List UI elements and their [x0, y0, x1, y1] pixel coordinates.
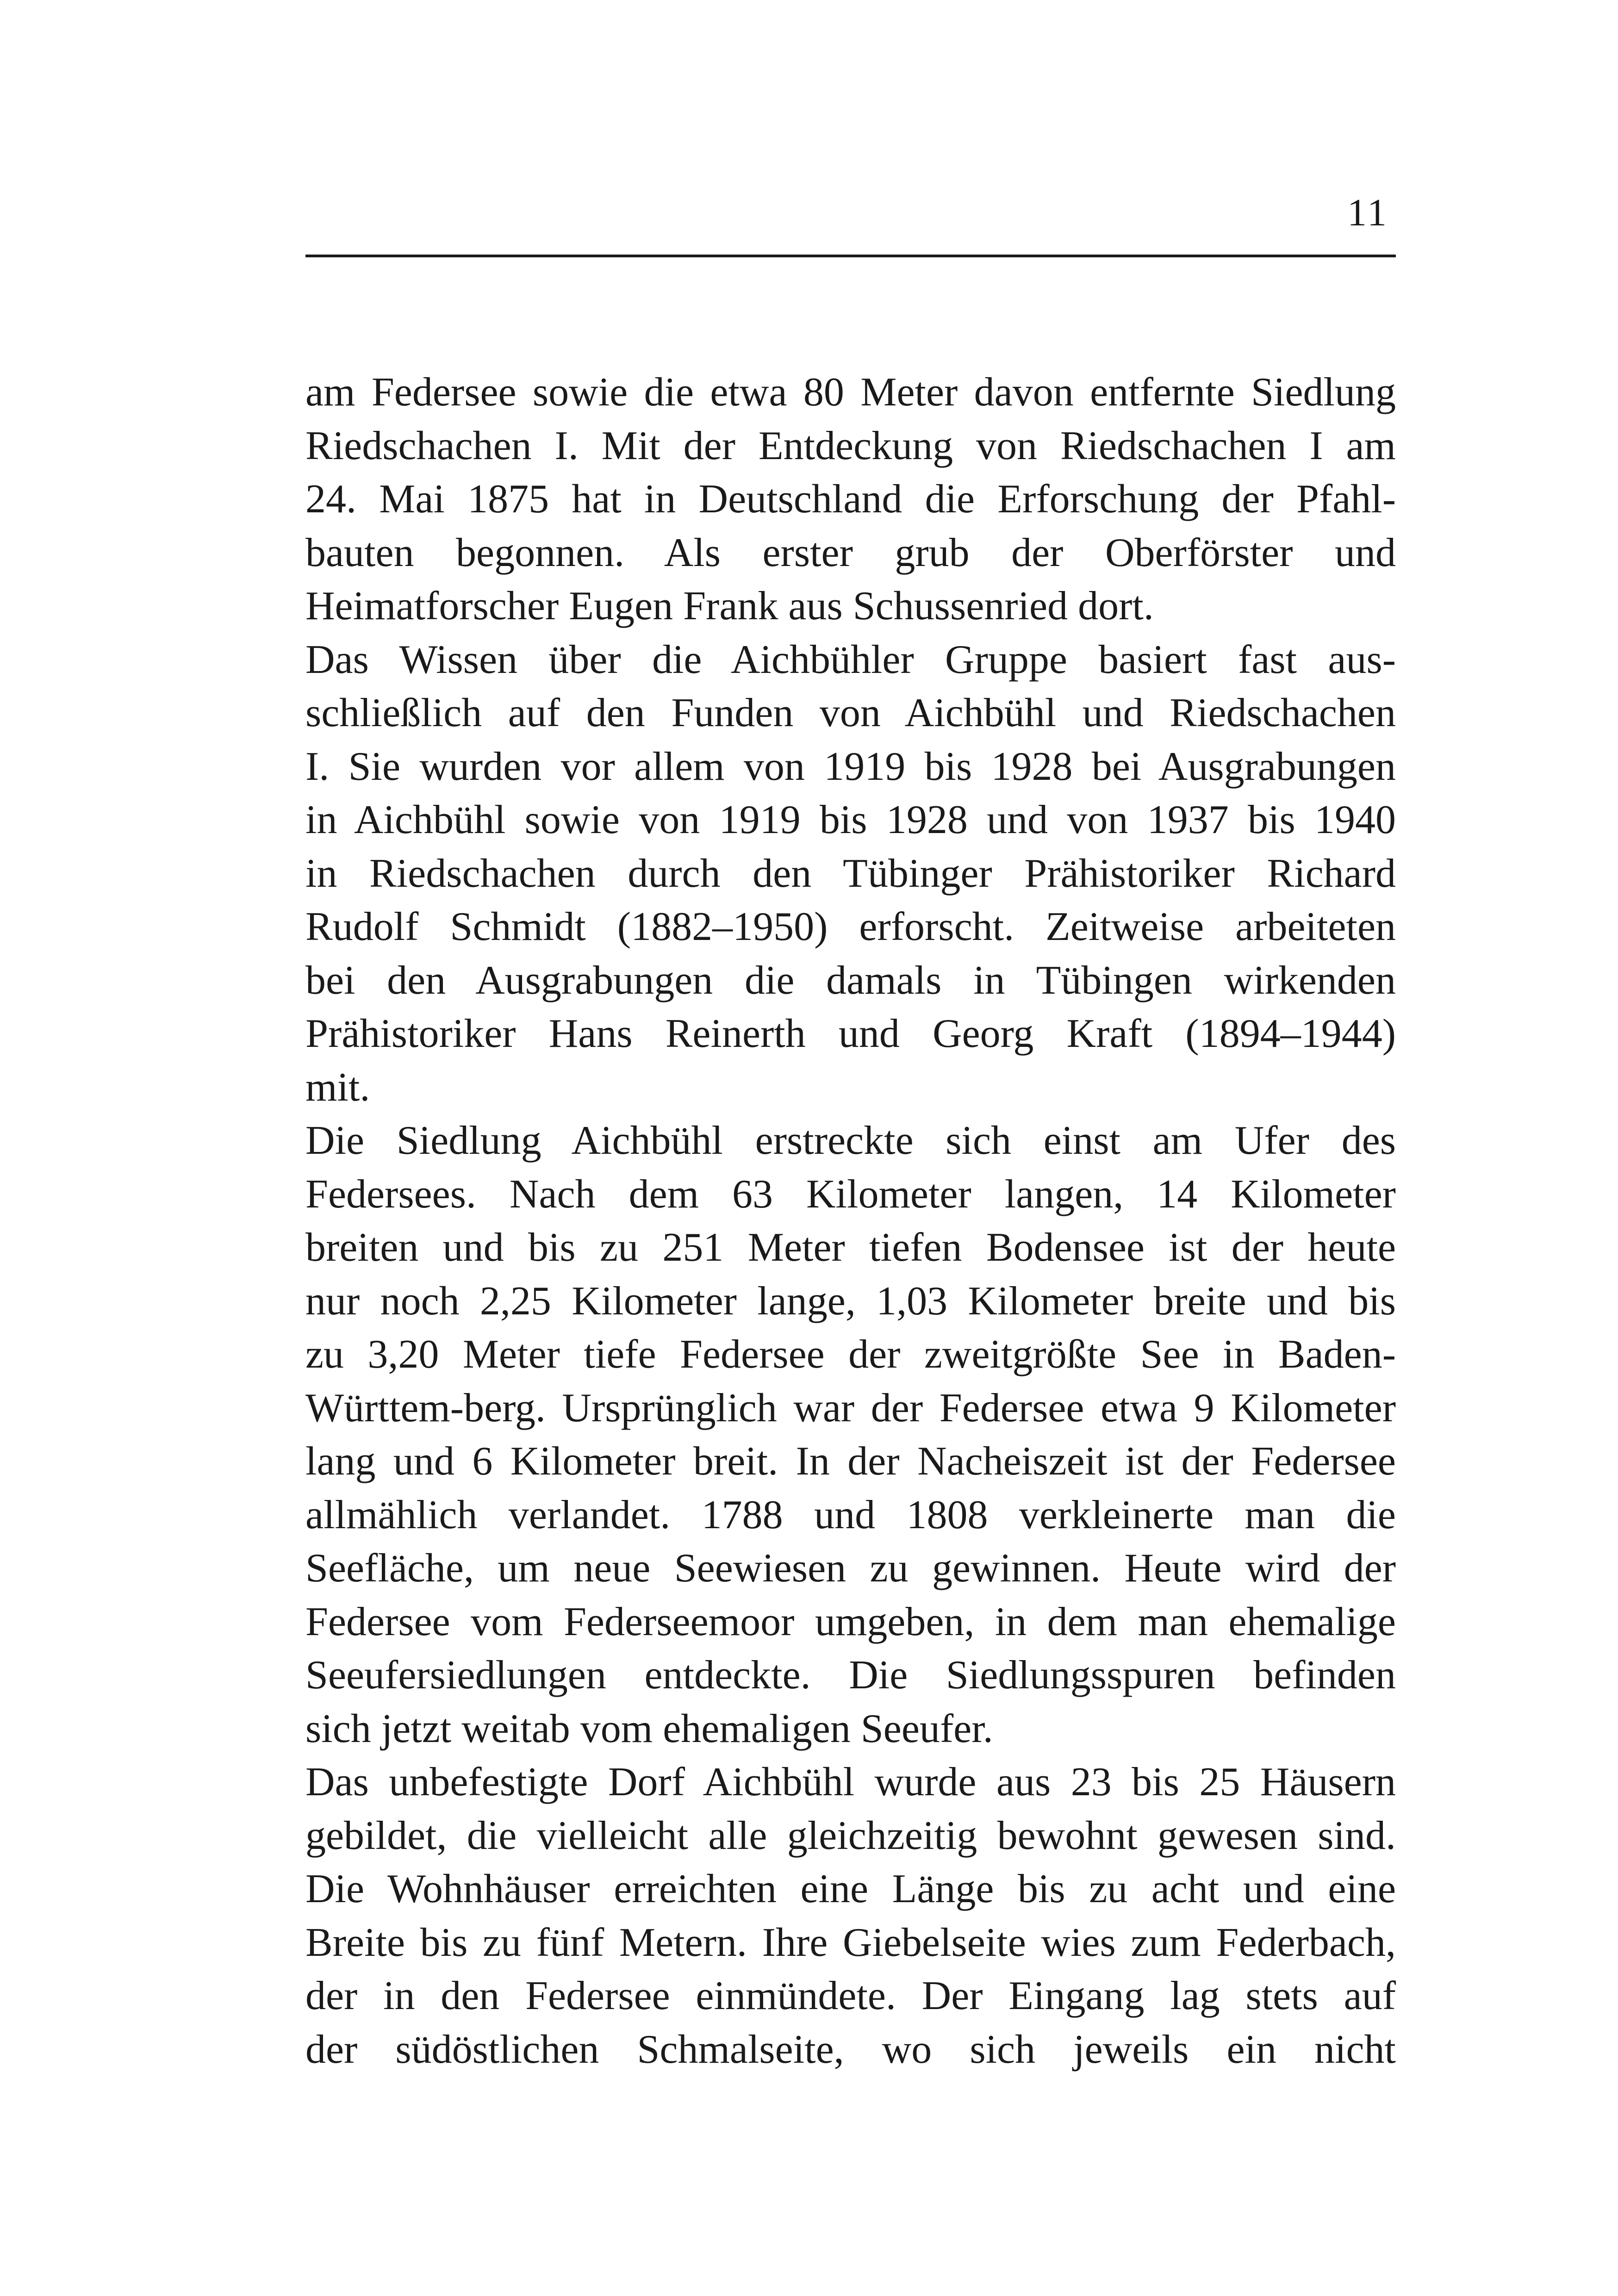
text-line: Das unbefestigte Dorf Aichbühl wurde aus 23 bis 25 Häusern — [305, 1760, 1396, 1804]
text-line: Breite bis zu fünf Metern. Ihre Giebelseite wies zum Federbach, — [305, 1920, 1396, 1965]
text-line: zu 3,20 Meter tiefe Federsee der zweitgrößte See in Baden- — [305, 1332, 1396, 1377]
text-line: sich jetzt weitab vom ehemaligen Seeufer. — [305, 1706, 993, 1751]
text-line: in Aichbühl sowie von 1919 bis 1928 und von 1937 bis 1940 — [305, 797, 1396, 842]
text-line: der in den Federsee einmündete. Der Eingang lag stets auf — [305, 1973, 1396, 2018]
header-rule — [305, 255, 1396, 257]
text-line: Seefläche, um neue Seewiesen zu gewinnen. Heute wird der — [305, 1546, 1396, 1591]
text-line: Prähistoriker Hans Reinerth und Georg Kraft (1894–1944) — [305, 1011, 1396, 1056]
text-line: nur noch 2,25 Kilometer lange, 1,03 Kilometer breite und bis — [305, 1278, 1396, 1324]
text-line: Federsee vom Federseemoor umgeben, in dem man ehemalige — [305, 1599, 1396, 1644]
text-line: Württem-berg. Ursprünglich war der Federsee etwa 9 Kilometer — [305, 1385, 1396, 1431]
text-line: am Federsee sowie die etwa 80 Meter davon entfernte Siedlung — [305, 370, 1396, 415]
text-line: schließlich auf den Funden von Aichbühl und Riedschachen — [305, 691, 1396, 735]
text-line: Rudolf Schmidt (1882–1950) erforscht. Zeitweise arbeiteten — [305, 904, 1396, 949]
text-line: Das Wissen über die Aichbühler Gruppe basiert fast aus- — [305, 637, 1396, 682]
text-line: Seeufersiedlungen entdeckte. Die Siedlungsspuren befinden — [305, 1653, 1396, 1698]
text-line: lang und 6 Kilometer breit. In der Nacheiszeit ist der Federsee — [305, 1439, 1396, 1484]
text-line: breiten und bis zu 251 Meter tiefen Bodensee ist der heute — [305, 1225, 1396, 1270]
text-line: allmählich verlandet. 1788 und 1808 verkleinerte man die — [305, 1492, 1396, 1537]
text-line: bauten begonnen. Als erster grub der Oberförster und — [305, 530, 1396, 575]
text-line: in Riedschachen durch den Tübinger Prähistoriker Richard — [305, 851, 1396, 896]
text-line: 24. Mai 1875 hat in Deutschland die Erforschung der Pfahl- — [305, 477, 1396, 522]
text-line: Federsees. Nach dem 63 Kilometer langen, 14 Kilometer — [305, 1171, 1396, 1217]
text-line: bei den Ausgrabungen die damals in Tübingen wirkenden — [305, 958, 1396, 1003]
text-line: gebildet, die vielleicht alle gleichzeitig bewohnt gewesen sind. — [305, 1813, 1396, 1858]
text-line: mit. — [305, 1064, 370, 1110]
text-line: I. Sie wurden vor allem von 1919 bis 1928 bei Ausgrabungen — [305, 744, 1396, 789]
text-line: Heimatforscher Eugen Frank aus Schussenried dort. — [305, 584, 1154, 628]
body-text — [305, 366, 1396, 2076]
text-line: Die Wohnhäuser erreichten eine Länge bis zu acht und eine — [305, 1867, 1396, 1911]
page-number: 11 — [1347, 191, 1388, 234]
text-line: der südöstlichen Schmalseite, wo sich jeweils ein nicht — [305, 2027, 1396, 2072]
text-line: Die Siedlung Aichbühl erstreckte sich einst am Ufer des — [305, 1118, 1396, 1163]
text-line: Riedschachen I. Mit der Entdeckung von Riedschachen I am — [305, 423, 1396, 468]
